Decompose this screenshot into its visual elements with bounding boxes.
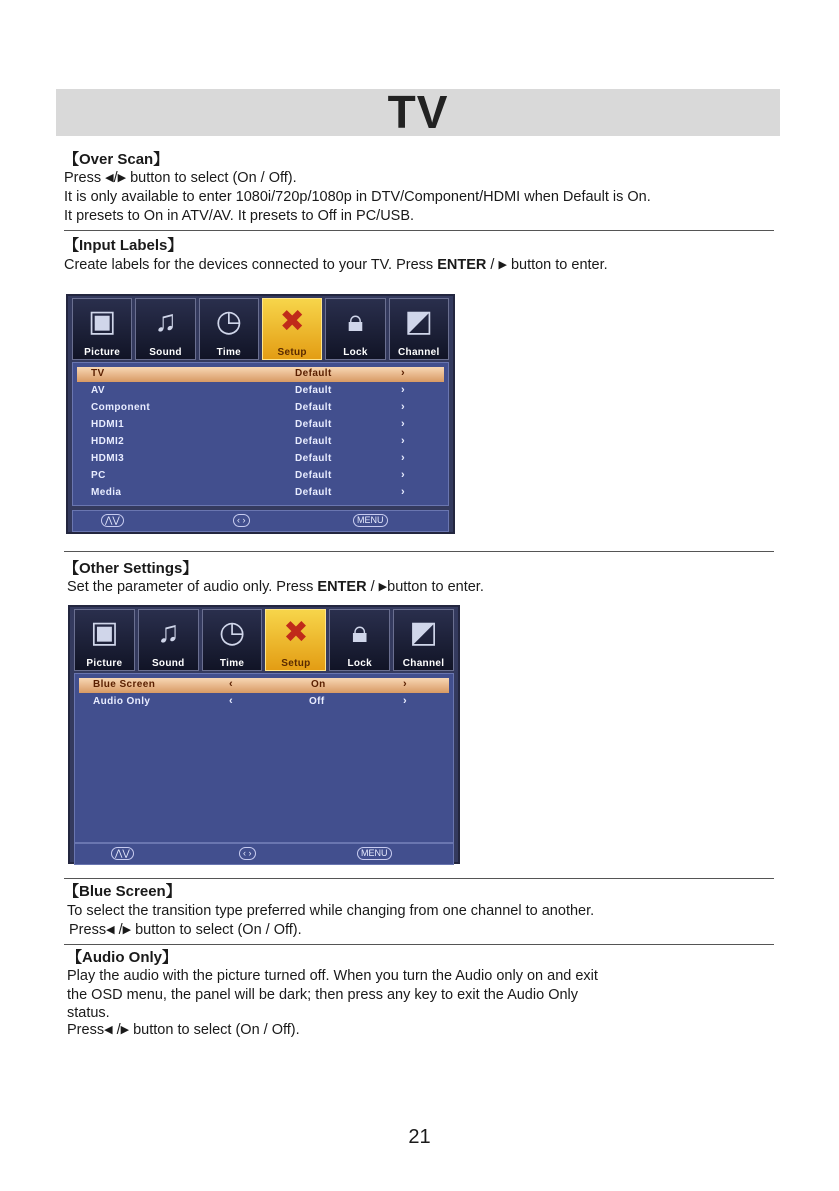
audio-only-line3: status. [67, 1005, 110, 1021]
tools-icon: ✖ [283, 616, 309, 649]
list-item[interactable]: PC Default › [91, 469, 406, 481]
over-scan-line1-pre: Press [64, 170, 102, 186]
left-right-nav-icon: ‹ › [233, 514, 250, 527]
right-arrow-icon: ▶ [122, 924, 132, 936]
menu-tab-bar [72, 298, 449, 360]
other-settings-line1-post: button to enter. [387, 579, 484, 595]
satellite-dish-icon: ◩ [409, 616, 438, 649]
tab-setup[interactable]: ✖ Setup [265, 609, 326, 671]
audio-only-line4-post: button to select (On / Off). [133, 1022, 300, 1038]
audio-only-line2: the OSD menu, the panel will be dark; then press any key to exit the Audio Only [67, 987, 579, 1003]
music-note-icon: ♫ [156, 616, 180, 649]
tab-lock[interactable]: 🔒︎ Lock [325, 298, 385, 360]
chevron-right-icon: › [403, 678, 408, 690]
list-item[interactable]: HDMI2 Default › [91, 435, 406, 447]
up-down-nav-icon: ⋀⋁ [101, 514, 124, 527]
page-title: TV [387, 86, 449, 138]
menu-nav-bar [74, 843, 454, 865]
page-number: 21 [408, 1126, 431, 1148]
music-note-icon: ♫ [154, 305, 177, 338]
divider [64, 878, 774, 879]
over-scan-line2: It is only available to enter 1080i/720p/1080p in DTV/Component/HDMI when Default is On. [64, 189, 651, 205]
blue-screen-line2-pre: Press [69, 922, 107, 938]
input-labels-line1-pre: Create labels for the devices connected to your TV. Press [64, 257, 434, 273]
menu-nav-bar [72, 510, 449, 532]
audio-only-line1: Play the audio with the picture turned off. When you turn the Audio only on and exit [67, 968, 598, 984]
chevron-right-icon: › [401, 452, 406, 464]
tab-lock[interactable]: 🔒︎ Lock [329, 609, 390, 671]
audio-only-line4: Press◀ /▶ button to select (On / Off). [67, 1022, 300, 1038]
tools-icon: ✖ [279, 305, 305, 338]
tab-picture[interactable]: ▣ Picture [72, 298, 132, 360]
chevron-right-icon: › [401, 418, 406, 430]
chevron-right-icon: › [401, 367, 406, 379]
chevron-left-icon: ‹ [229, 678, 234, 690]
other-settings-line1: Set the parameter of audio only. Press ENTER / ▶button to enter. [67, 579, 484, 595]
list-item[interactable]: AV Default › [91, 384, 406, 396]
menu-list [72, 362, 449, 506]
list-item[interactable]: Component Default › [91, 401, 406, 413]
right-arrow-icon: ▶ [498, 259, 507, 271]
divider [64, 944, 774, 945]
chevron-right-icon: › [401, 486, 406, 498]
over-scan-line3: It presets to On in ATV/AV. It presets to Off in PC/USB. [64, 208, 415, 224]
menu-button-icon: MENU [357, 847, 392, 860]
menu-list [74, 673, 454, 843]
enter-key-label: ENTER [317, 579, 367, 595]
chevron-right-icon: › [401, 384, 406, 396]
over-scan-line1-post: button to select (On / Off). [130, 170, 297, 186]
tab-setup[interactable]: ✖ Setup [262, 298, 322, 360]
tab-picture[interactable]: ▣ Picture [74, 609, 135, 671]
right-arrow-icon: ▶ [117, 172, 127, 184]
audio-only-heading: 【Audio Only】 [67, 949, 177, 966]
tab-time[interactable]: ◷ Time [199, 298, 259, 360]
tab-channel[interactable]: ◩ Channel [393, 609, 454, 671]
right-arrow-icon: ▶ [120, 1024, 130, 1036]
satellite-dish-icon: ◩ [404, 305, 433, 338]
left-right-nav-icon: ‹ › [239, 847, 256, 860]
clock-icon: ◷ [215, 305, 242, 338]
list-item[interactable]: HDMI1 Default › [91, 418, 406, 430]
camcorder-icon: ▣ [90, 616, 119, 649]
menu-tab-bar [74, 609, 454, 671]
chevron-right-icon: › [401, 435, 406, 447]
clock-icon: ◷ [218, 616, 246, 649]
other-settings-heading: 【Other Settings】 [64, 560, 198, 577]
chevron-right-icon: › [401, 401, 406, 413]
blue-screen-line1: To select the transition type preferred while changing from one channel to another. [67, 903, 595, 919]
tab-sound[interactable]: ♫ Sound [135, 298, 195, 360]
audio-only-line4-pre: Press [67, 1022, 105, 1038]
left-arrow-icon: ◀ [106, 924, 115, 936]
list-item[interactable]: HDMI3 Default › [91, 452, 406, 464]
chevron-right-icon: › [401, 469, 406, 481]
input-labels-heading: 【Input Labels】 [64, 237, 183, 254]
chevron-left-icon: ‹ [229, 695, 234, 707]
menu-button-icon: MENU [353, 514, 388, 527]
divider [64, 230, 774, 231]
list-item[interactable]: Audio Only ‹ Off › [93, 695, 408, 707]
tab-time[interactable]: ◷ Time [202, 609, 263, 671]
chevron-right-icon: › [403, 695, 408, 707]
divider [64, 551, 774, 552]
lock-icon: 🔒︎ [347, 305, 364, 338]
title-banner [56, 86, 780, 138]
input-labels-osd-menu [66, 294, 455, 534]
tab-channel[interactable]: ◩ Channel [389, 298, 449, 360]
blue-screen-heading: 【Blue Screen】 [64, 883, 181, 900]
lock-icon: 🔒︎ [351, 616, 368, 649]
other-settings-line1-pre: Set the parameter of audio only. Press [67, 579, 314, 595]
list-item[interactable]: Media Default › [91, 486, 406, 498]
tab-sound[interactable]: ♫ Sound [138, 609, 199, 671]
left-arrow-icon: ◀ [104, 1024, 113, 1036]
other-settings-osd-menu [68, 605, 460, 864]
enter-key-label: ENTER [437, 257, 487, 273]
input-labels-line1: Create labels for the devices connected to your TV. Press ENTER / ▶ button to enter. [64, 257, 608, 273]
list-item[interactable]: TV Default › [77, 367, 444, 382]
camcorder-icon: ▣ [87, 305, 117, 338]
blue-screen-line2-post: button to select (On / Off). [135, 922, 302, 938]
input-labels-line1-post: button to enter. [510, 257, 608, 273]
over-scan-line1: Press ◀/▶ button to select (On / Off). [64, 170, 297, 186]
up-down-nav-icon: ⋀⋁ [111, 847, 134, 860]
blue-screen-line2: Press◀ /▶ button to select (On / Off). [69, 922, 302, 938]
list-item[interactable]: Blue Screen ‹ On › [79, 678, 449, 693]
left-arrow-icon: ◀ [105, 172, 114, 184]
over-scan-heading: 【Over Scan】 [64, 151, 169, 168]
right-arrow-icon: ▶ [378, 581, 388, 593]
